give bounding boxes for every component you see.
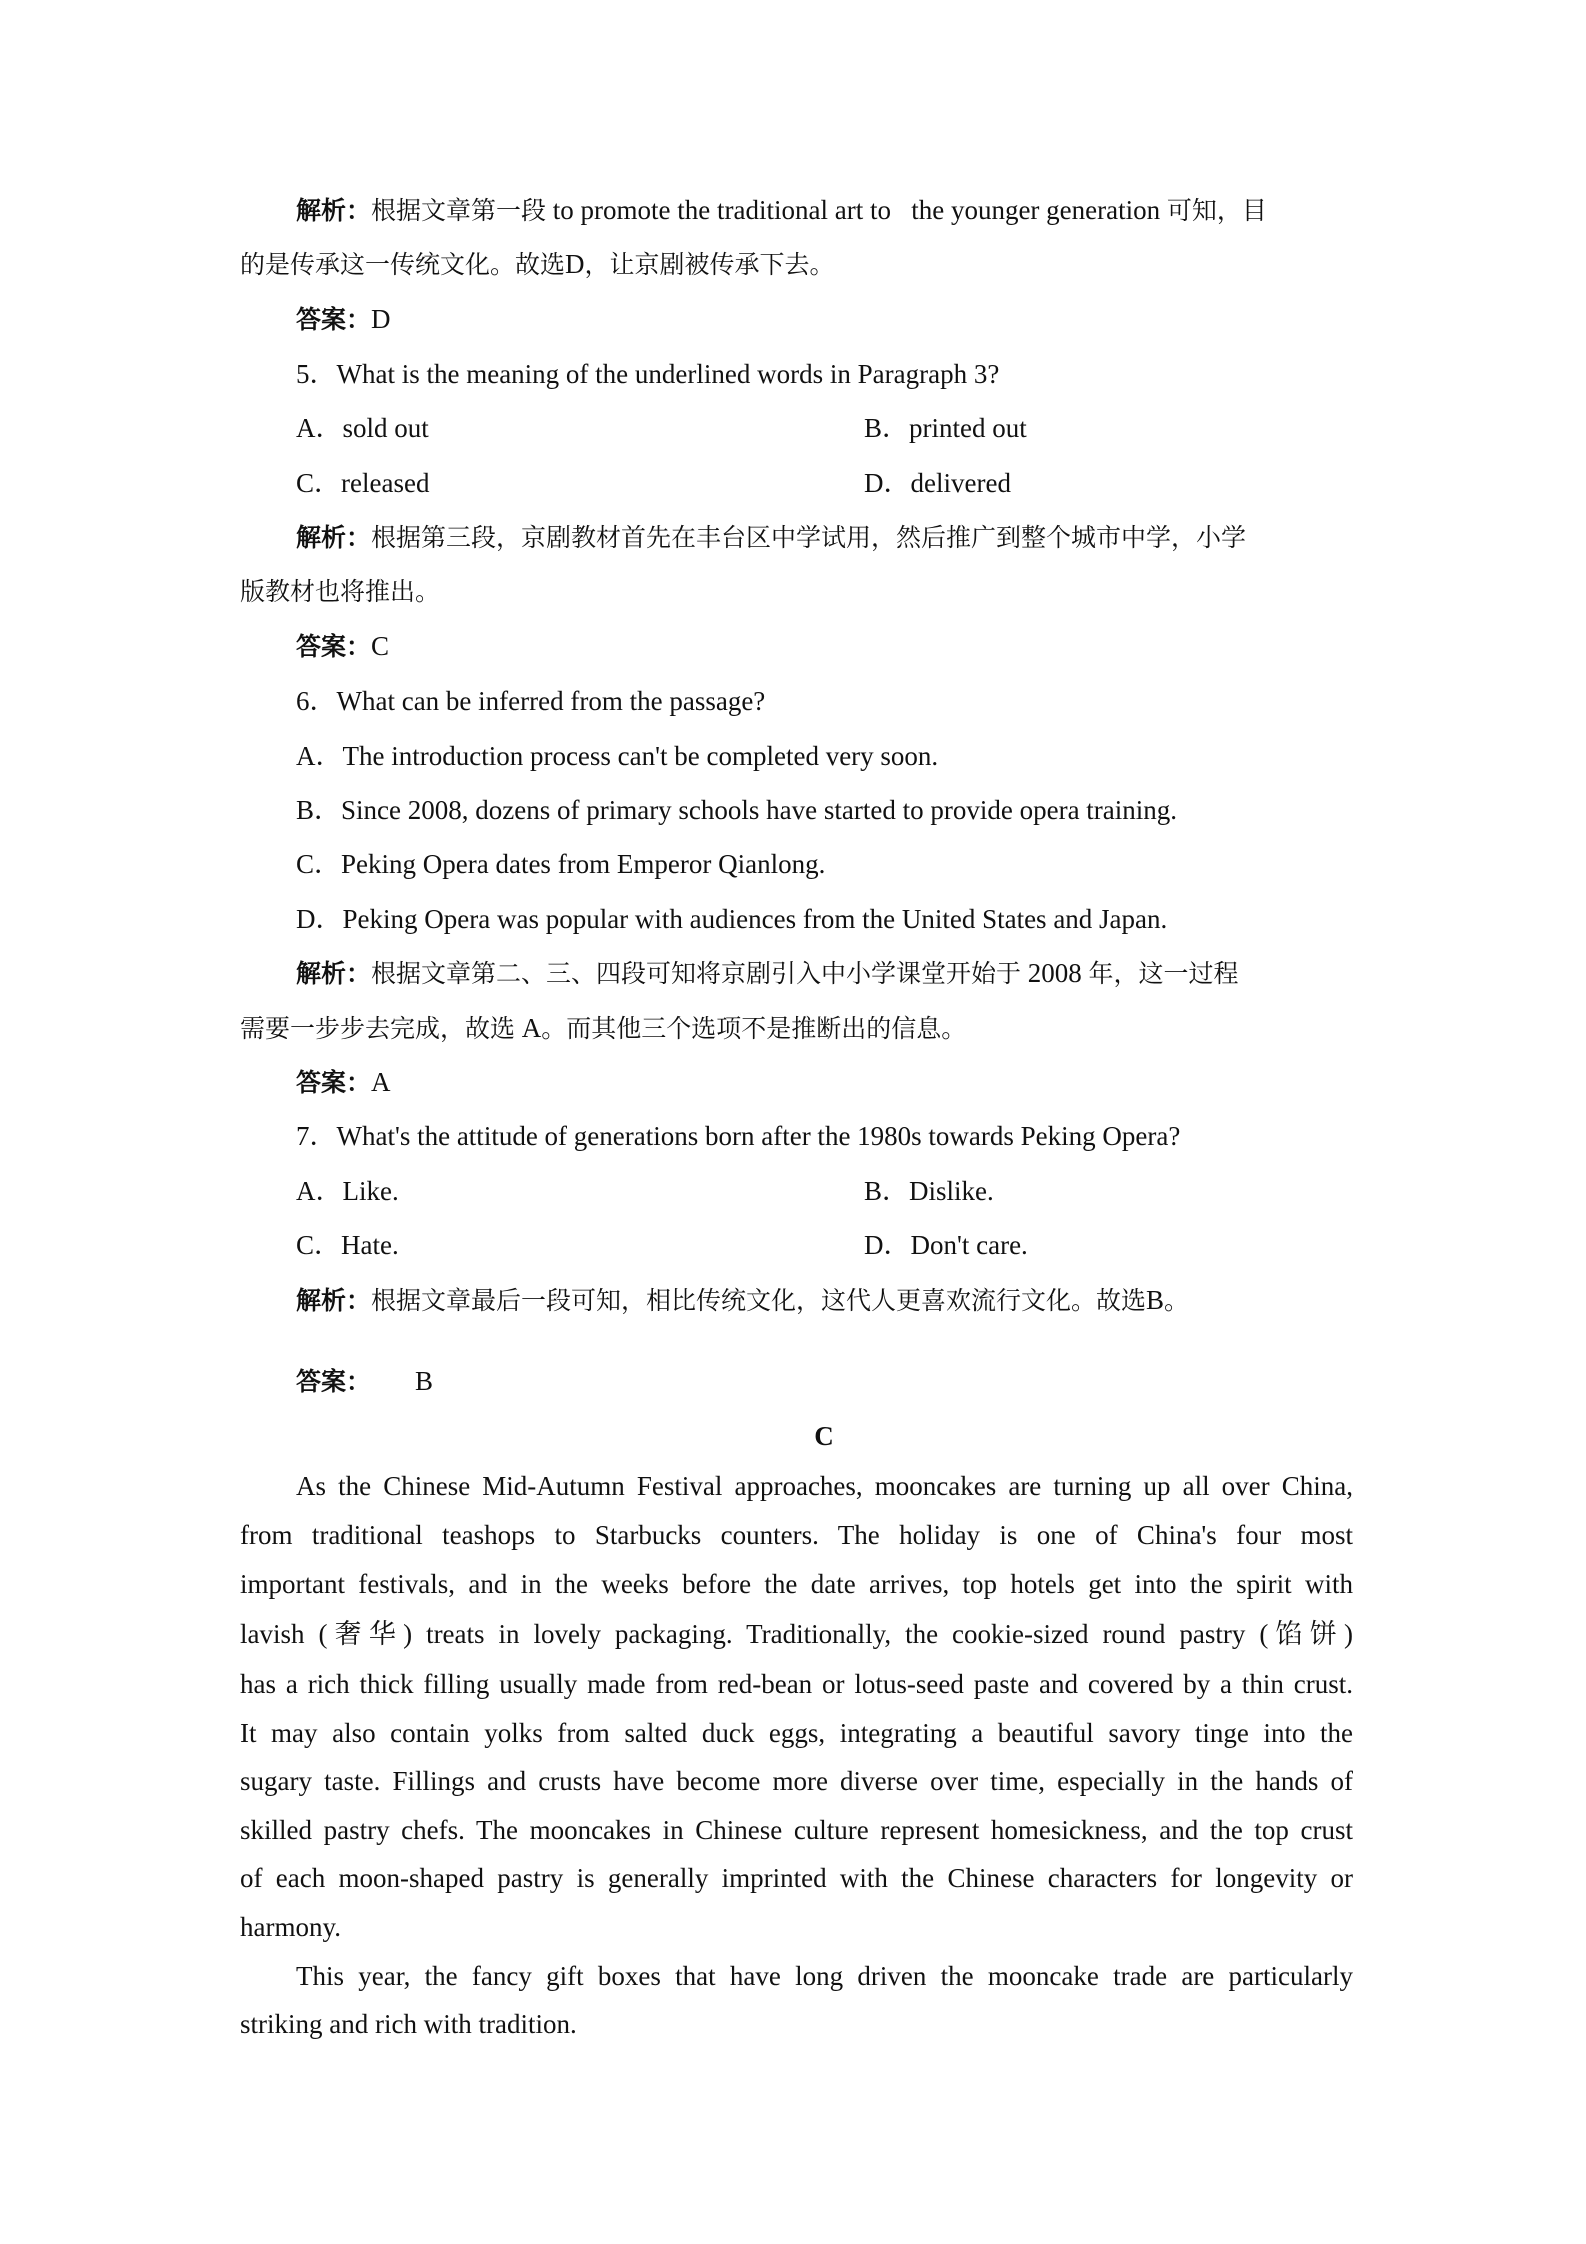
q6-analysis-line-2 <box>240 1010 966 1047</box>
passage-heading: C <box>814 1421 834 1451</box>
q7-option-c: C．Hate. <box>296 1230 399 1260</box>
passage-line: important festivals, and in the weeks before the date arrives, top hotels get into the spirit with <box>240 1569 1353 1599</box>
q6-analysis-text-end: 年，这一过程 <box>1088 959 1239 988</box>
passage-line: from traditional teashops to Starbucks counters. The holiday is one of China's four most <box>240 1520 1353 1550</box>
q5-option-c: C．released <box>296 468 430 498</box>
answer-label: 答案： <box>296 1367 372 1396</box>
q4-analysis-line-1 <box>296 192 1267 229</box>
q7-analysis-line-1 <box>296 1282 1189 1319</box>
q7-question: 7．What's the attitude of generations born after the 1980s towards Peking Opera? <box>296 1121 1181 1151</box>
passage-line: lavish (奢华) treats in lovely packaging. Traditionally, the cookie-sized round pastry (馅饼) <box>240 1619 1353 1649</box>
q4-analysis-quote-2: the younger generation <box>911 195 1161 225</box>
q4-analysis-text: 的是传承这一传统文化。故选 <box>240 250 566 279</box>
q5-analysis-line-2 <box>240 573 440 610</box>
q7-analysis-text-end: 。 <box>1164 1286 1190 1315</box>
q6-option-d: D．Peking Opera was popular with audiences from the United States and Japan. <box>296 904 1168 934</box>
q4-answer-value: D <box>371 304 391 334</box>
q7-answer <box>296 1363 433 1400</box>
analysis-label: 解析： <box>296 196 372 225</box>
passage-line: sugary taste. Fillings and crusts have become more diverse over time, especially in the hands of <box>240 1766 1353 1796</box>
q6-analysis-choice: A <box>521 1013 542 1043</box>
passage-line: of each moon-shaped pastry is generally imprinted with the Chinese characters for longevity or <box>240 1863 1353 1893</box>
passage-line: It may also contain yolks from salted duck eggs, integrating a beautiful savory tinge into the <box>240 1718 1353 1748</box>
analysis-label: 解析： <box>296 959 372 988</box>
q4-analysis-text-end: 可知，目 <box>1166 196 1267 225</box>
passage-line: harmony. <box>240 1912 341 1942</box>
q5-question: 5．What is the meaning of the underlined words in Paragraph 3? <box>296 359 1000 389</box>
q7-analysis-text: 根据文章最后一段可知，相比传统文化，这代人更喜欢流行文化。故选 <box>371 1286 1147 1315</box>
answer-label: 答案： <box>296 632 372 661</box>
passage-line: This year, the fancy gift boxes that have long driven the mooncake trade are particularly <box>296 1961 1353 1991</box>
answer-label: 答案： <box>296 305 372 334</box>
q6-analysis-text: 根据文章第二、三、四段可知将京剧引入中小学课堂开始于 <box>371 959 1022 988</box>
q6-question: 6．What can be inferred from the passage? <box>296 686 766 716</box>
q4-analysis-choice: D <box>565 249 585 279</box>
q7-option-a: A．Like. <box>296 1176 399 1206</box>
passage-line: striking and rich with tradition. <box>240 2009 577 2039</box>
q6-option-b: B．Since 2008, dozens of primary schools have started to provide opera training. <box>296 795 1178 825</box>
q5-option-a: A．sold out <box>296 413 429 443</box>
q6-analysis-text: 需要一步步去完成，故选 <box>240 1014 516 1043</box>
q4-analysis-text-end: ，让京剧被传承下去。 <box>584 250 835 279</box>
q6-analysis-line-1 <box>296 955 1239 992</box>
q5-option-b: B．printed out <box>864 413 1027 443</box>
q6-answer-value: A <box>371 1067 391 1097</box>
q7-option-b: B．Dislike. <box>864 1176 994 1206</box>
analysis-label: 解析： <box>296 1286 372 1315</box>
q5-analysis-text: 根据第三段，京剧教材首先在丰台区中学试用，然后推广到整个城市中学，小学 <box>371 523 1247 552</box>
q5-answer-value: C <box>371 631 390 661</box>
q5-option-d: D．delivered <box>864 468 1011 498</box>
q6-option-a: A．The introduction process can't be completed very soon. <box>296 741 939 771</box>
q4-analysis-quote-1: to promote the traditional art to <box>552 195 891 225</box>
q5-analysis-text-end: 版教材也将推出。 <box>240 577 441 606</box>
passage-line: skilled pastry chefs. The mooncakes in Chinese culture represent homesickness, and the top crust <box>240 1815 1353 1845</box>
passage-line: As the Chinese Mid-Autumn Festival approaches, mooncakes are turning up all over China, <box>296 1471 1353 1501</box>
q6-analysis-text-end: 。而其他三个选项不是推断出的信息。 <box>541 1014 967 1043</box>
analysis-label: 解析： <box>296 523 372 552</box>
q7-analysis-choice: B <box>1146 1285 1165 1315</box>
q7-option-d: D．Don't care. <box>864 1230 1028 1260</box>
q6-option-c: C．Peking Opera dates from Emperor Qianlong. <box>296 849 826 879</box>
q5-analysis-line-1 <box>296 519 1353 556</box>
q6-analysis-year: 2008 <box>1027 958 1082 988</box>
answer-label: 答案： <box>296 1068 372 1097</box>
q4-answer <box>296 301 391 338</box>
q4-analysis-line-2 <box>240 246 835 283</box>
q7-answer-value: B <box>415 1366 434 1396</box>
q4-analysis-text: 根据文章第一段 <box>371 196 547 225</box>
q5-answer <box>296 628 389 665</box>
passage-line: has a rich thick filling usually made from red-bean or lotus-seed paste and covered by a thin crust. <box>240 1669 1353 1699</box>
q6-answer <box>296 1064 391 1101</box>
